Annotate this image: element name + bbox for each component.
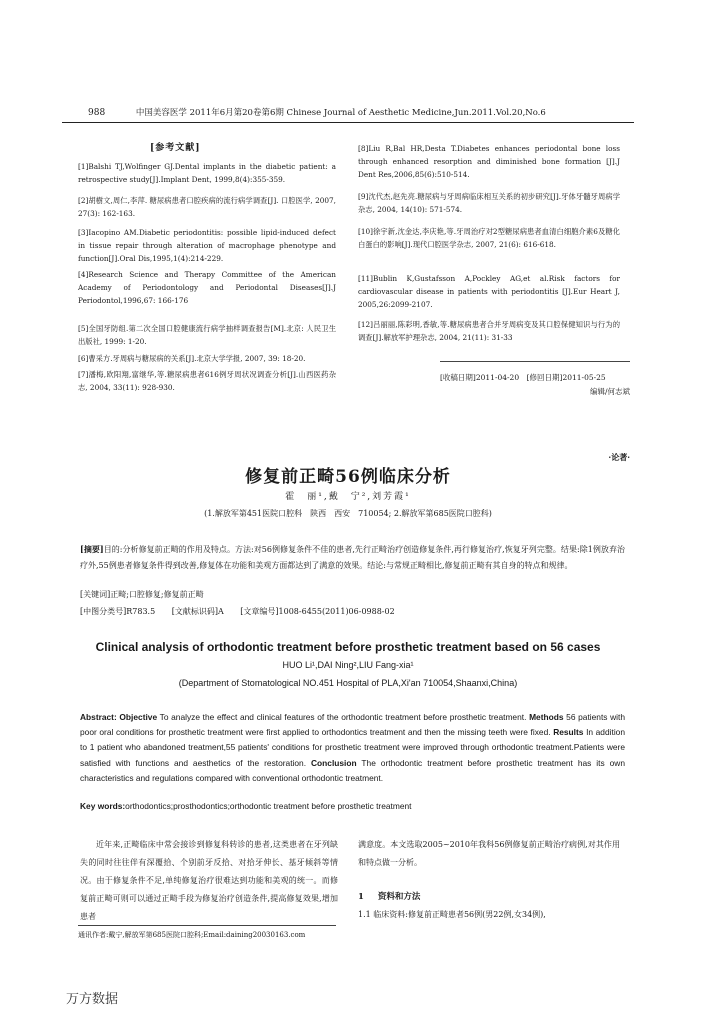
body-paragraph: 近年来,正畸临床中常会接诊到修复科转诊的患者,这类患者在牙列缺失的同时往往伴有深覆拾、个别前牙反拾、对拾牙伸长、基牙倾斜等情况。由于修复条件不足,单纯修复治疗很难达到功能和美观的统一。而修复前正畸可则可以通过正畸手段为修复治疗创造条件,提高修复效果,增加患者 [80,840,338,921]
received-dates: [收稿日期]2011-04-20 [修回日期]2011-05-25 [440,373,606,382]
running-title: 中国美容医学 2011年6月第20卷第6期 Chinese Journal of Aesthetic Medicine,Jun.2011.Vol.20,No.6 [135,108,546,118]
article-title-en: Clinical analysis of orthodontic treatment before prosthetic treatment based on 56 cases [95,640,601,654]
article-number: [文章编号]1008-6455(2011)06-0988-02 [240,607,395,616]
article-title-cn: 修复前正畸56例临床分析 [245,467,451,487]
keywords-en-label: Key words: [80,801,126,811]
reference-item: [10]徐宇新,沈金达,李庆艳,等.牙周治疗对2型糖尿病患者血清白细胞介素6及糖化白蛋白的影响[J].现代口腔医学杂志, 2007, 21(6): 616-618. [358,227,620,249]
abstract-en [80,710,625,786]
reference-item: [11]Bublin K,Gustafsson A,Pockley AG,et al.Risk factors for cardiovascular disease in patients with periodontitis [J].Eur Heart J, 2005,26:2099-2107. [358,274,620,309]
methods-text: 56 patients with poor oral conditions for prosthetic treatment were first applied to orthodontics treatment and then the missing teeth were fixed. [80,712,626,738]
watermark: 万方数据 [66,992,119,1007]
conclusion-label: Conclusion [311,757,357,768]
reference-item: [8]Liu R,Bal HR,Desta T.Diabetes enhances periodontal bone loss through enhanced resorption and diminished bone formation [J].J Dent Res,2006,85(6):510-514. [358,144,620,179]
class-number: [中图分类号]R783.5 [80,607,156,616]
body-paragraph: 满意度。本文选取2005~2010年我科56例修复前正畸治疗病例,对其作用和特点做一分析。 [358,840,620,867]
running-header [88,106,618,118]
reference-item: [1]Balshi TJ,Wolfinger GJ.Dental implants in the diabetic patient: a retrospective study[J].Implant Dent, 1999,8(4):355-359. [78,162,336,184]
section-tag: ·论著· [608,452,630,462]
section-paragraph: 1.1 临床资料:修复前正畸患者56例(男22例,女34例), [358,910,546,919]
results-text: In addition to 1 patient who abandoned treatment,55 patients' conditions for prosthetic treatment were improved through orthodontic treatment.Patients were satisfied with functions and aesthetics of the restoration. [80,727,625,768]
document-code: [文献标识码]A [171,607,224,616]
abstract-en-label: Abstract: [80,712,117,722]
keywords-en-text: orthodontics;prosthodontics;orthodontic treatment before prosthetic treatment [125,801,412,811]
objective-label: Objective [119,712,158,722]
keywords-cn: [关键词]正畸;口腔修复;修复前正畸 [80,590,204,599]
affiliation-cn: (1.解放军第451医院口腔科 陕西 西安 710054; 2.解放军第685医院口腔科) [204,509,492,518]
authors-cn: 霍 丽¹,戴 宁²,刘芳霞¹ [285,492,411,502]
references-heading: [参考文献] [150,143,201,153]
reference-item: [6]曹采方.牙周病与糖尿病的关系[J].北京大学学报, 2007, 39: 18-20. [78,354,306,363]
section-heading [358,890,434,902]
section-title: 资料和方法 [377,892,421,902]
header-rule [62,122,634,123]
received-rule [440,361,630,362]
reference-item: [7]潘梅,欧阳翔,富继华,等.糖尿病患者616例牙周状况调查分析[J].山西医药杂志, 2004, 33(11): 928-930. [78,370,336,392]
reference-item: [5]全国牙防组.第二次全国口腔健康流行病学抽样调查报告[M].北京: 人民卫生出版社, 1999: 1-20. [78,324,336,346]
affiliation-en: (Department of Stomatological NO.451 Hospital of PLA,Xi'an 710054,Shaanxi,China) [178,678,518,688]
conclusion-text: The orthodontic treatment before prosthetic treatment has its own characteristics and regulations compared with conventional orthodontic treatment. [80,757,625,783]
results-label: Results [553,727,584,738]
reference-item: [3]Iacopino AM.Diabetic periodontitis: possible lipid-induced defect in tissue repair through alteration of macrophage phenotype and function[J].Oral Dis,1995,1(4):214-229. [78,228,336,263]
editor-note: 编辑/何志斌 [589,387,630,396]
reference-item: [4]Research Science and Therapy Committee of the American Academy of Periodontology and Periodontal Diseases[J].J Periodontol,1996,67: 166-176 [78,270,336,305]
section-number: 1 [358,892,364,902]
footnote-rule [78,925,336,926]
reference-item: [2]胡樹文,周仁,李萍. 糖尿病患者口腔疾病的流行病学调查[J]. 口腔医学, 2007, 27(3): 162-163. [78,196,336,218]
reference-item: [9]沈代杰,赵先亮.糖尿病与牙周病临床相互关系的初步研究[J].牙体牙髓牙周病学杂志, 2004, 14(10): 571-574. [358,192,620,214]
abstract-cn-text: 目的:分析修复前正畸的作用及特点。方法:对56例修复条件不佳的患者,先行正畸治疗创造修复条件,再行修复治疗,恢复牙列完整。结果:除1例放弃治疗外,55例患者修复条件得到改善,修复体在功能和美观方面都达到了满意的效果。结论:与常规正畸相比,修复前正畸有其自身的特点和规律。 [80,545,625,570]
reference-item: [12]吕丽丽,陈彩明,香敏,等.糖尿病患者合并牙周病变及其口腔保健知识与行为的调查[J].解放军护理杂志, 2004, 21(11): 31-33 [358,320,620,342]
methods-label: Methods [529,712,564,722]
keywords-en [80,801,625,811]
classification-line [80,606,625,617]
objective-text: To analyze the effect and clinical features of the orthodontic treatment before prosthetic treatment. [159,712,527,722]
page-number: 988 [88,108,106,118]
footnote: 通讯作者:戴宁,解放军第685医院口腔科;Email:daining20030163.com [78,931,306,939]
abstract-cn [80,541,625,574]
authors-en: HUO Li¹,DAI Ning²,LIU Fang-xia¹ [282,660,414,670]
abstract-cn-label: [摘要] [80,544,104,554]
